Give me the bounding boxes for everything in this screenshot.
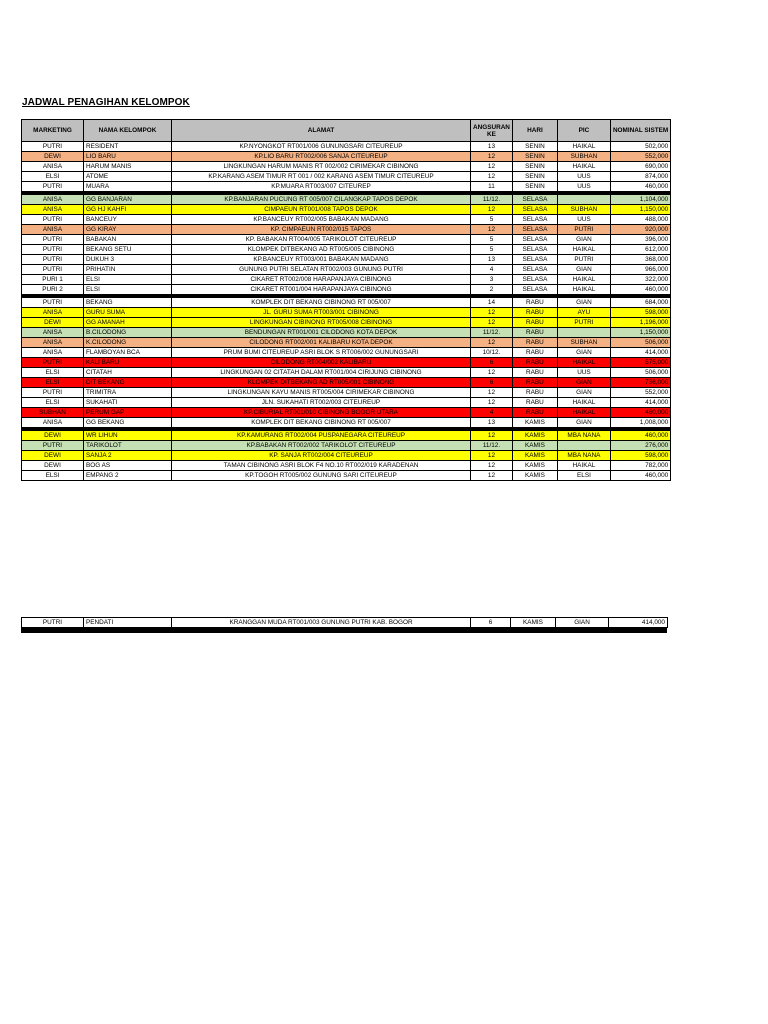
cell-nama-kelompok: CITATAH bbox=[84, 368, 172, 378]
cell-hari: RABU bbox=[512, 398, 557, 408]
cell-angsuran: 11 bbox=[471, 182, 513, 192]
cell-nama-kelompok: BEKANG bbox=[84, 298, 172, 308]
cell-alamat: KP. SANJA RT002/004 CITEUREUP bbox=[172, 451, 471, 461]
cell-hari: SENIN bbox=[512, 152, 557, 162]
table-row bbox=[22, 215, 671, 225]
cell-hari: SELASA bbox=[512, 205, 557, 215]
cell-marketing: PUTRI bbox=[22, 618, 84, 628]
cell-nama-kelompok: GG AMANAH bbox=[84, 318, 172, 328]
cell-angsuran: 12 bbox=[471, 368, 513, 378]
cell-nominal: 575,000 bbox=[610, 358, 670, 368]
table-row bbox=[22, 245, 671, 255]
cell-angsuran: 10/12. bbox=[471, 348, 513, 358]
cell-nominal: 460,000 bbox=[610, 431, 670, 441]
table-row bbox=[22, 255, 671, 265]
cell-alamat: KP.CIBURIAL RT001/010 CIBINONG BOGOR UTARA bbox=[172, 408, 471, 418]
cell-pic bbox=[557, 328, 610, 338]
cell-alamat: LINGKUNGAN HARUM MANIS RT 002/002 CIRIMEKAR CIBINONG bbox=[172, 162, 471, 172]
cell-marketing: ELSI bbox=[22, 471, 84, 481]
table-row bbox=[22, 388, 671, 398]
cell-nominal: 552,000 bbox=[610, 388, 670, 398]
cell-alamat: KP.BANCEUY RT002/005 BABAKAN MADANG bbox=[172, 215, 471, 225]
cell-nama-kelompok: GURU SUMA bbox=[84, 308, 172, 318]
table-row bbox=[22, 205, 671, 215]
cell-nominal: 920,000 bbox=[610, 225, 670, 235]
cell-nama-kelompok: BOG AS bbox=[84, 461, 172, 471]
cell-alamat: BENDUNGAN RT001/001 CILODONG KOTA DEPOK bbox=[172, 328, 471, 338]
cell-hari: KAMIS bbox=[511, 618, 556, 628]
table-row bbox=[22, 368, 671, 378]
cell-nama-kelompok: PENDATI bbox=[84, 618, 172, 628]
cell-alamat: KP.LIO BARU RT002/006 SANJA CITEUREUP bbox=[172, 152, 471, 162]
cell-pic: HAIKAL bbox=[557, 245, 610, 255]
cell-marketing: ANISA bbox=[22, 162, 84, 172]
cell-nominal: 414,000 bbox=[609, 618, 668, 628]
cell-angsuran: 12 bbox=[471, 338, 513, 348]
cell-pic bbox=[557, 441, 610, 451]
table-body bbox=[22, 142, 671, 481]
cell-marketing: PUTRI bbox=[22, 441, 84, 451]
table-row bbox=[22, 172, 671, 182]
cell-nominal: 736,000 bbox=[610, 378, 670, 388]
table-row bbox=[22, 225, 671, 235]
cell-nominal: 598,000 bbox=[610, 451, 670, 461]
cell-hari: SENIN bbox=[512, 172, 557, 182]
cell-alamat: KLOMPEK DITBEKANG AD RT005/001 CIBINONG bbox=[172, 378, 471, 388]
cell-nama-kelompok: SANJA 2 bbox=[84, 451, 172, 461]
table-row bbox=[22, 471, 671, 481]
cell-nominal: 506,000 bbox=[610, 368, 670, 378]
cell-alamat: KP.TOGOH RT005/002 GUNUNG SARI CITEUREUP bbox=[172, 471, 471, 481]
table-row bbox=[22, 275, 671, 285]
cell-hari: RABU bbox=[512, 328, 557, 338]
table-header-row bbox=[22, 120, 671, 142]
cell-hari: KAMIS bbox=[512, 471, 557, 481]
cell-nominal: 396,000 bbox=[610, 235, 670, 245]
cell-alamat: KP.MUARA RT003/007 CITEUREP bbox=[172, 182, 471, 192]
cell-hari: RABU bbox=[512, 308, 557, 318]
cell-angsuran: 5 bbox=[471, 215, 513, 225]
table-row bbox=[22, 348, 671, 358]
cell-pic: UUS bbox=[557, 172, 610, 182]
cell-nominal: 1,008,000 bbox=[610, 418, 670, 428]
cell-alamat: KP.NYONGKOT RT001/006 GUNUNGSARI CITEUREUP bbox=[172, 142, 471, 152]
cell-pic: GIAN bbox=[557, 388, 610, 398]
table-row bbox=[22, 398, 671, 408]
cell-marketing: DEWI bbox=[22, 461, 84, 471]
table-row bbox=[22, 461, 671, 471]
cell-marketing: DEWI bbox=[22, 451, 84, 461]
cell-marketing: ANISA bbox=[22, 418, 84, 428]
cell-angsuran: 11/12. bbox=[471, 328, 513, 338]
cell-marketing: PUTRI bbox=[22, 245, 84, 255]
cell-hari: KAMIS bbox=[512, 461, 557, 471]
table-row bbox=[22, 142, 671, 152]
cell-nama-kelompok: EMPANG 2 bbox=[84, 471, 172, 481]
cell-marketing: SUBHAN bbox=[22, 408, 84, 418]
cell-marketing: DEWI bbox=[22, 431, 84, 441]
cell-marketing: PURI 2 bbox=[22, 285, 84, 295]
table-row bbox=[22, 285, 671, 295]
cell-nominal: 598,000 bbox=[610, 308, 670, 318]
cell-nama-kelompok: ATOME bbox=[84, 172, 172, 182]
cell-angsuran: 5 bbox=[471, 235, 513, 245]
cell-alamat: KOMPLEK DIT BEKANG CIBINONG RT 005/007 bbox=[172, 298, 471, 308]
cell-nominal: 368,000 bbox=[610, 255, 670, 265]
cell-alamat: CILODONG RT004/002 KALIBARU bbox=[172, 358, 471, 368]
cell-hari: RABU bbox=[512, 378, 557, 388]
cell-pic: HAIKAL bbox=[557, 285, 610, 295]
cell-pic: HAIKAL bbox=[557, 398, 610, 408]
cell-alamat: KP.KAMURANG RT002/004 PUSPANEGARA CITEUREUP bbox=[172, 431, 471, 441]
cell-angsuran: 4 bbox=[471, 408, 513, 418]
cell-hari: SELASA bbox=[512, 195, 557, 205]
table-row bbox=[22, 358, 671, 368]
table-row bbox=[22, 451, 671, 461]
cell-nama-kelompok: GG KIRAY bbox=[84, 225, 172, 235]
cell-angsuran: 4 bbox=[471, 265, 513, 275]
table-row bbox=[22, 195, 671, 205]
cell-marketing: ANISA bbox=[22, 225, 84, 235]
cell-marketing: ANISA bbox=[22, 195, 84, 205]
cell-nominal: 502,000 bbox=[610, 142, 670, 152]
sheet-title: JADWAL PENAGIHAN KELOMPOK bbox=[22, 97, 190, 108]
header-alamat: ALAMAT bbox=[172, 120, 471, 142]
cell-nominal: 276,000 bbox=[610, 441, 670, 451]
cell-angsuran: 6 bbox=[471, 378, 513, 388]
cell-marketing: PUTRI bbox=[22, 265, 84, 275]
cell-pic: GIAN bbox=[557, 298, 610, 308]
cell-pic: PUTRI bbox=[557, 255, 610, 265]
cell-nama-kelompok: ELSI bbox=[84, 275, 172, 285]
cell-nominal: 488,000 bbox=[610, 215, 670, 225]
header-nama-kelompok: NAMA KELOMPOK bbox=[84, 120, 172, 142]
cell-nama-kelompok: BANCEUY bbox=[84, 215, 172, 225]
header-angsuran-ke: ANGSURAN KE bbox=[471, 120, 513, 142]
cell-nominal: 506,000 bbox=[610, 338, 670, 348]
cell-alamat: KLOMPEK DITBEKANG AD RT005/005 CIBINONG bbox=[172, 245, 471, 255]
cell-hari: SELASA bbox=[512, 235, 557, 245]
cell-angsuran: 13 bbox=[471, 255, 513, 265]
cell-marketing: PUTRI bbox=[22, 298, 84, 308]
cell-alamat: KRANGGAN MUDA RT001/003 GUNUNG PUTRI KAB. BOGOR bbox=[172, 618, 471, 628]
cell-nama-kelompok: ELSI bbox=[84, 285, 172, 295]
table-row bbox=[22, 298, 671, 308]
cell-hari: SELASA bbox=[512, 225, 557, 235]
cell-alamat: JL. GURU SUMA RT003/001 CIBINONG bbox=[172, 308, 471, 318]
cell-nama-kelompok: DUKUH 3 bbox=[84, 255, 172, 265]
cell-angsuran: 12 bbox=[471, 152, 513, 162]
cell-nama-kelompok: DIT BEKANG bbox=[84, 378, 172, 388]
cell-pic: GIAN bbox=[557, 418, 610, 428]
cell-hari: SELASA bbox=[512, 255, 557, 265]
cell-nama-kelompok: BEKANG SETU bbox=[84, 245, 172, 255]
cell-pic: MBA NANA bbox=[557, 451, 610, 461]
cell-nama-kelompok: TRIMITRA bbox=[84, 388, 172, 398]
cell-angsuran: 14 bbox=[471, 298, 513, 308]
cell-pic: UUS bbox=[557, 182, 610, 192]
cell-nama-kelompok: B.CILODONG bbox=[84, 328, 172, 338]
cell-angsuran: 3 bbox=[471, 275, 513, 285]
cell-angsuran: 11/12. bbox=[471, 441, 513, 451]
cell-alamat: CIKARET RT001/004 HARAPANJAYA CIBINONG bbox=[172, 285, 471, 295]
cell-hari: RABU bbox=[512, 298, 557, 308]
cell-pic: HAIKAL bbox=[557, 461, 610, 471]
cell-pic: HAIKAL bbox=[557, 142, 610, 152]
cell-alamat: KP.KARANG ASEM TIMUR RT 001 / 002 KARANG ASEM TIMUR CITEUREUP bbox=[172, 172, 471, 182]
header-nominal-sistem: NOMINAL SISTEM bbox=[610, 120, 670, 142]
cell-alamat: PRUM BUMI CITEUREUP ASRI BLOK S RT006/002 GUNUNGSARI bbox=[172, 348, 471, 358]
cell-nominal: 1,150,000 bbox=[610, 328, 670, 338]
cell-alamat: KP.BABAKAN RT002/002 TARIKOLOT CITEUREUP bbox=[172, 441, 471, 451]
cell-nama-kelompok: PRIHATIN bbox=[84, 265, 172, 275]
cell-marketing: PUTRI bbox=[22, 142, 84, 152]
cell-pic: HAIKAL bbox=[557, 408, 610, 418]
cell-nominal: 1,150,000 bbox=[610, 205, 670, 215]
cell-pic: UUS bbox=[557, 368, 610, 378]
cell-pic: HAIKAL bbox=[557, 275, 610, 285]
cell-angsuran: 11/12. bbox=[471, 195, 513, 205]
header-marketing: MARKETING bbox=[22, 120, 84, 142]
cell-angsuran: 12 bbox=[471, 318, 513, 328]
cell-pic: HAIKAL bbox=[557, 162, 610, 172]
cell-pic: HAIKAL bbox=[557, 358, 610, 368]
cell-nama-kelompok: TARIKOLOT bbox=[84, 441, 172, 451]
cell-marketing: DEWI bbox=[22, 152, 84, 162]
cell-pic: SUBHAN bbox=[557, 205, 610, 215]
cell-hari: RABU bbox=[512, 348, 557, 358]
cell-marketing: PUTRI bbox=[22, 215, 84, 225]
cell-angsuran: 13 bbox=[471, 142, 513, 152]
cell-hari: RABU bbox=[512, 338, 557, 348]
cell-hari: SELASA bbox=[512, 215, 557, 225]
cell-nama-kelompok: MUARA bbox=[84, 182, 172, 192]
cell-marketing: ANISA bbox=[22, 338, 84, 348]
cell-nama-kelompok: FLAMBOYAN BCA bbox=[84, 348, 172, 358]
cell-pic: AYU bbox=[557, 308, 610, 318]
cell-angsuran: 12 bbox=[471, 308, 513, 318]
table-row bbox=[22, 265, 671, 275]
cell-alamat: CILODONG RT002/001 KALIBARU KOTA DEPOK bbox=[172, 338, 471, 348]
cell-angsuran: 12 bbox=[471, 172, 513, 182]
cell-pic: GIAN bbox=[557, 378, 610, 388]
cell-alamat: KP. BABAKAN RT004/005 TARIKOLOT CITEUREUP bbox=[172, 235, 471, 245]
cell-angsuran: 12 bbox=[471, 388, 513, 398]
cell-nominal: 690,000 bbox=[610, 162, 670, 172]
cell-angsuran: 12 bbox=[471, 431, 513, 441]
cell-nominal: 612,000 bbox=[610, 245, 670, 255]
schedule-table bbox=[21, 119, 671, 481]
cell-angsuran: 5 bbox=[471, 245, 513, 255]
cell-marketing: PUTRI bbox=[22, 388, 84, 398]
cell-nominal: 966,000 bbox=[610, 265, 670, 275]
cell-nominal: 460,000 bbox=[610, 471, 670, 481]
cell-pic: MBA NANA bbox=[557, 431, 610, 441]
cell-alamat: CIKARET RT002/008 HARAPANJAYA CIBINONG bbox=[172, 275, 471, 285]
cell-nama-kelompok: RESIDENT bbox=[84, 142, 172, 152]
table-row bbox=[22, 338, 671, 348]
cell-hari: RABU bbox=[512, 318, 557, 328]
cell-hari: KAMIS bbox=[512, 441, 557, 451]
cell-nama-kelompok: GG BANJARAN bbox=[84, 195, 172, 205]
cell-alamat: GUNUNG PUTRI SELATAN RT002/003 GUNUNG PUTRI bbox=[172, 265, 471, 275]
table-row bbox=[22, 431, 671, 441]
cell-hari: RABU bbox=[512, 358, 557, 368]
table-row bbox=[22, 618, 668, 628]
cell-hari: SENIN bbox=[512, 182, 557, 192]
cell-alamat: TAMAN CIBINONG ASRI BLOK F4 NO.10 RT002/019 KARADENAN bbox=[172, 461, 471, 471]
cell-angsuran: 12 bbox=[471, 205, 513, 215]
cell-alamat: KP.BANJARAN PUCUNG RT 005/007 CILANGKAP TAPOS DEPOK bbox=[172, 195, 471, 205]
extra-schedule-table bbox=[21, 617, 668, 628]
cell-alamat: KP.BANCEUY RT003/001 BABAKAN MADANG bbox=[172, 255, 471, 265]
cell-nama-kelompok: GG BEKANG bbox=[84, 418, 172, 428]
cell-angsuran: 6 bbox=[471, 618, 511, 628]
cell-nama-kelompok: PERUM GAP bbox=[84, 408, 172, 418]
cell-marketing: ANISA bbox=[22, 348, 84, 358]
cell-alamat: LINGKUNGAN 02 CITATAH DALAM RT001/004 CIRIJUNG CIBINONG bbox=[172, 368, 471, 378]
cell-pic: GIAN bbox=[557, 348, 610, 358]
cell-alamat: LINGKUNGAN KAYU MANIS RT005/004 CIRIMEKAR CIBINONG bbox=[172, 388, 471, 398]
cell-marketing: ELSI bbox=[22, 378, 84, 388]
cell-marketing: PUTRI bbox=[22, 358, 84, 368]
cell-marketing: DEWI bbox=[22, 318, 84, 328]
table-row bbox=[22, 152, 671, 162]
cell-angsuran: 12 bbox=[471, 461, 513, 471]
cell-hari: KAMIS bbox=[512, 431, 557, 441]
cell-angsuran: 6 bbox=[471, 358, 513, 368]
cell-nominal: 684,000 bbox=[610, 298, 670, 308]
cell-hari: SELASA bbox=[512, 285, 557, 295]
cell-hari: SENIN bbox=[512, 162, 557, 172]
cell-pic: GIAN bbox=[557, 265, 610, 275]
table-row bbox=[22, 235, 671, 245]
cell-marketing: ELSI bbox=[22, 172, 84, 182]
cell-hari: SELASA bbox=[512, 275, 557, 285]
table-row bbox=[22, 162, 671, 172]
cell-nama-kelompok: LIO BARU bbox=[84, 152, 172, 162]
table-row bbox=[22, 308, 671, 318]
cell-angsuran: 2 bbox=[471, 285, 513, 295]
cell-marketing: ELSI bbox=[22, 368, 84, 378]
table-row bbox=[22, 318, 671, 328]
cell-nominal: 1,104,000 bbox=[610, 195, 670, 205]
table-row bbox=[22, 408, 671, 418]
cell-marketing: PUTRI bbox=[22, 182, 84, 192]
cell-nama-kelompok: K.CILODONG bbox=[84, 338, 172, 348]
cell-hari: SELASA bbox=[512, 265, 557, 275]
header-hari: HARI bbox=[512, 120, 557, 142]
cell-alamat: CIMPAEUN RT001/008 TAPOS DEPOK bbox=[172, 205, 471, 215]
cell-marketing: PUTRI bbox=[22, 255, 84, 265]
cell-nominal: 874,000 bbox=[610, 172, 670, 182]
cell-marketing: PURI 1 bbox=[22, 275, 84, 285]
cell-hari: KAMIS bbox=[512, 451, 557, 461]
cell-marketing: ANISA bbox=[22, 308, 84, 318]
cell-nama-kelompok: GG HJ KAHFI bbox=[84, 205, 172, 215]
header-pic: PIC bbox=[557, 120, 610, 142]
cell-alamat: LINGKUNGAN CIBINONG RT005/008 CIBINONG bbox=[172, 318, 471, 328]
cell-hari: SELASA bbox=[512, 245, 557, 255]
cell-marketing: PUTRI bbox=[22, 235, 84, 245]
cell-hari: RABU bbox=[512, 388, 557, 398]
table-row bbox=[22, 182, 671, 192]
cell-hari: KAMIS bbox=[512, 418, 557, 428]
cell-hari: RABU bbox=[512, 408, 557, 418]
table-row bbox=[22, 328, 671, 338]
cell-pic: GIAN bbox=[557, 235, 610, 245]
cell-angsuran: 12 bbox=[471, 398, 513, 408]
cell-marketing: ELSI bbox=[22, 398, 84, 408]
cell-pic: UUS bbox=[557, 215, 610, 225]
cell-nama-kelompok: BABAKAN bbox=[84, 235, 172, 245]
cell-pic: PUTRI bbox=[557, 318, 610, 328]
cell-pic: PUTRI bbox=[557, 225, 610, 235]
cell-nominal: 460,000 bbox=[610, 285, 670, 295]
cell-nominal: 782,000 bbox=[610, 461, 670, 471]
cell-nominal: 460,000 bbox=[610, 408, 670, 418]
cell-hari: RABU bbox=[512, 368, 557, 378]
cell-nama-kelompok: KALI BARU bbox=[84, 358, 172, 368]
cell-alamat: KP. CIMPAEUN RT002/015 TAPOS bbox=[172, 225, 471, 235]
cell-hari: SENIN bbox=[512, 142, 557, 152]
table-row bbox=[22, 441, 671, 451]
cell-nominal: 414,000 bbox=[610, 348, 670, 358]
cell-pic bbox=[557, 195, 610, 205]
cell-angsuran: 12 bbox=[471, 225, 513, 235]
cell-nominal: 414,000 bbox=[610, 398, 670, 408]
cell-angsuran: 12 bbox=[471, 451, 513, 461]
cell-angsuran: 12 bbox=[471, 162, 513, 172]
cell-pic: SUBHAN bbox=[557, 338, 610, 348]
cell-nama-kelompok: WR LIHUN bbox=[84, 431, 172, 441]
cell-angsuran: 13 bbox=[471, 418, 513, 428]
bottom-border-bar bbox=[21, 628, 667, 633]
cell-angsuran: 12 bbox=[471, 471, 513, 481]
cell-pic: GIAN bbox=[556, 618, 609, 628]
table-row bbox=[22, 378, 671, 388]
cell-nama-kelompok: HARUM MANIS bbox=[84, 162, 172, 172]
table-row bbox=[22, 418, 671, 428]
cell-nominal: 322,000 bbox=[610, 275, 670, 285]
cell-nominal: 1,196,000 bbox=[610, 318, 670, 328]
cell-alamat: KOMPLEK DIT BEKANG CIBINONG RT 005/007 bbox=[172, 418, 471, 428]
cell-pic: SUBHAN bbox=[557, 152, 610, 162]
cell-pic: ELSI bbox=[557, 471, 610, 481]
cell-nominal: 460,000 bbox=[610, 182, 670, 192]
cell-alamat: JLN. SUKAHATI RT002/003 CITEUREUP bbox=[172, 398, 471, 408]
cell-nominal: 552,000 bbox=[610, 152, 670, 162]
cell-marketing: ANISA bbox=[22, 205, 84, 215]
cell-nama-kelompok: SUKAHATI bbox=[84, 398, 172, 408]
cell-marketing: ANISA bbox=[22, 328, 84, 338]
